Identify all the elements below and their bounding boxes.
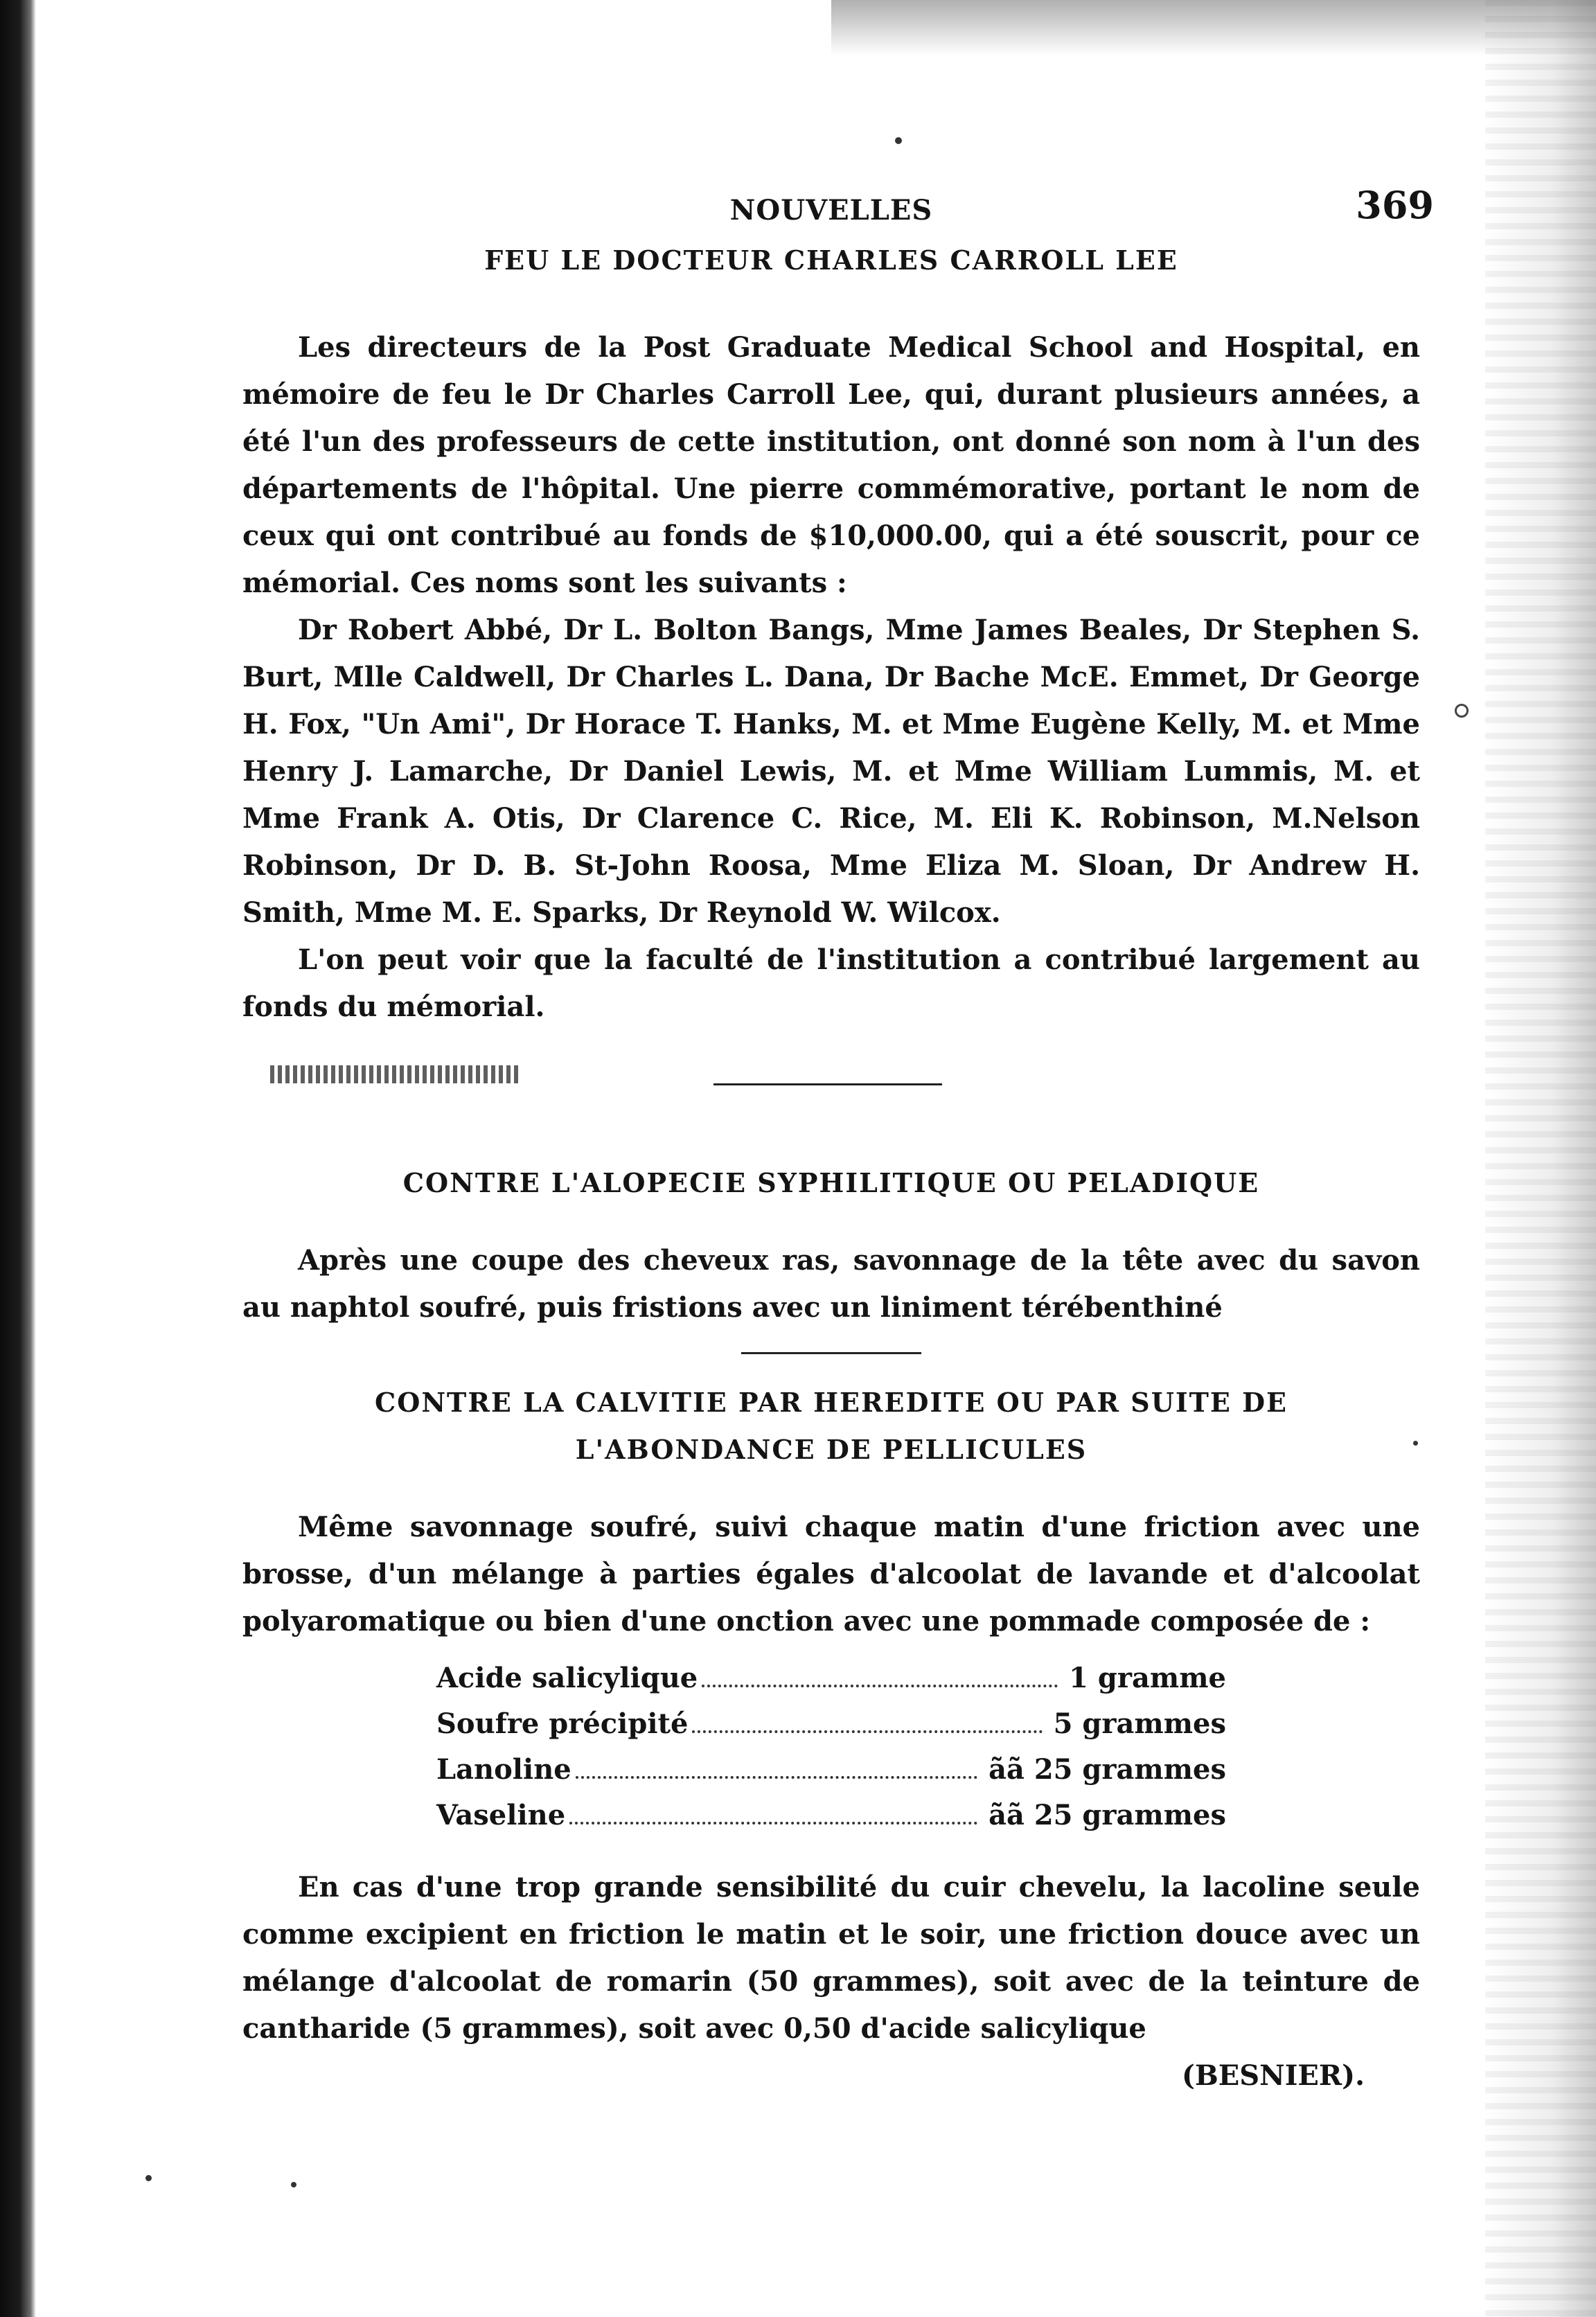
section-lee — [242, 324, 1420, 1031]
section-title-alopecie: CONTRE L'ALOPECIE SYPHILITIQUE OU PELADIQUE — [402, 1167, 1260, 1198]
document-page — [242, 183, 1434, 2099]
calvitie-paragraph-intro: Même savonnage soufré, suivi chaque matin d'une friction avec une brosse, d'un mélange à parties égales d'alcoolat de lavande et d'alcoolat polyaromatique ou bien d'une onction avec une pommade composée de : — [242, 1511, 1420, 1637]
lee-paragraph-names: Dr Robert Abbé, Dr L. Bolton Bangs, Mme James Beales, Dr Stephen S. Burt, Mlle Caldwell, Dr Charles L. Dana, Dr Bache McE. Emmet, Dr George H. Fox, "Un Ami", Dr Horace T. Hanks, M. et Mme Eugène Kelly, M. et Mme Henry J. Lamarche, Dr Daniel Lewis, M. et Mme William Lummis, M. et Mme Frank A. Otis, Dr Clarence C. Rice, M. Eli K. Robinson, M.Nelson Robinson, Dr D. B. St-John Roosa, Mme Eliza M. Sloan, Dr Andrew H. Smith, Mme M. E. Sparks, Dr Reynold W. Wilcox. — [242, 614, 1420, 929]
recipe-leader-dots — [576, 1776, 977, 1779]
recipe-quantity: ãã 25 grammes — [988, 1799, 1226, 1831]
alopecie-paragraph: Après une coupe des cheveux ras, savonnage de la tête avec du savon au naphtol soufré, puis fristions avec un liniment térébenthiné — [242, 1244, 1420, 1324]
recipe-list — [436, 1655, 1226, 1838]
divider-smudge — [270, 1065, 520, 1083]
section-divider-short — [741, 1352, 921, 1354]
recipe-quantity: ãã 25 grammes — [988, 1753, 1226, 1786]
recipe-quantity: 5 grammes — [1053, 1707, 1226, 1740]
section-calvitie — [242, 1379, 1420, 2099]
recipe-leader-dots — [692, 1730, 1042, 1733]
lee-paragraph-closing: L'on peut voir que la faculté de l'institution a contribué largement au fonds du mémorial. — [242, 943, 1420, 1023]
scan-speck — [1455, 704, 1469, 718]
running-head: NOUVELLES — [729, 194, 933, 227]
section-divider — [242, 1058, 1420, 1100]
recipe-ingredient: Soufre précipité — [436, 1707, 689, 1740]
scan-edge-top — [831, 0, 1596, 55]
section-title-calvitie-line-1: CONTRE LA CALVITIE PAR HEREDITE OU PAR SUITE DE — [374, 1387, 1288, 1418]
scan-edge-right — [1485, 0, 1596, 2317]
recipe-ingredient: Acide salicylique — [436, 1662, 698, 1694]
scan-speck — [895, 137, 902, 144]
author-signature: (BESNIER). — [1182, 2059, 1365, 2092]
recipe-row — [436, 1655, 1226, 1701]
recipe-ingredient: Vaseline — [436, 1799, 566, 1831]
section-alopecie — [242, 1160, 1420, 1331]
page-number: 369 — [1356, 183, 1434, 227]
scan-speck — [291, 2182, 296, 2187]
lee-paragraph-intro: Les directeurs de la Post Graduate Medical School and Hospital, en mémoire de feu le Dr Charles Carroll Lee, qui, durant plusieurs années, a été l'un des professeurs de cette institution, ont donné son nom à l'un des départements de l'hôpital. Une pierre commémorative, portant le nom de ceux qui ont contribué au fonds de $10,000.00, qui a été souscrit, pour ce mémorial. Ces noms sont les suivants : — [242, 331, 1420, 599]
recipe-row — [436, 1792, 1226, 1838]
scan-speck — [145, 2175, 152, 2181]
recipe-row — [436, 1701, 1226, 1746]
scan-edge-left — [0, 0, 36, 2317]
page-header — [242, 183, 1434, 237]
calvitie-paragraph-sensitive: En cas d'une trop grande sensibilité du cuir chevelu, la lacoline seule comme excipient en friction le matin et le soir, une friction douce avec un mélange d'alcoolat de romarin (50 grammes), soit avec de la teinture de cantharide (5 grammes), soit avec 0,50 d'acide salicylique — [242, 1871, 1420, 2045]
recipe-ingredient: Lanoline — [436, 1753, 571, 1786]
recipe-leader-dots — [569, 1822, 977, 1825]
recipe-row — [436, 1746, 1226, 1792]
divider-line — [713, 1083, 942, 1085]
section-title-lee: FEU LE DOCTEUR CHARLES CARROLL LEE — [484, 245, 1178, 276]
recipe-leader-dots — [702, 1685, 1058, 1687]
recipe-quantity: 1 gramme — [1069, 1662, 1226, 1694]
section-title-calvitie-line-2: L'ABONDANCE DE PELLICULES — [575, 1434, 1088, 1465]
